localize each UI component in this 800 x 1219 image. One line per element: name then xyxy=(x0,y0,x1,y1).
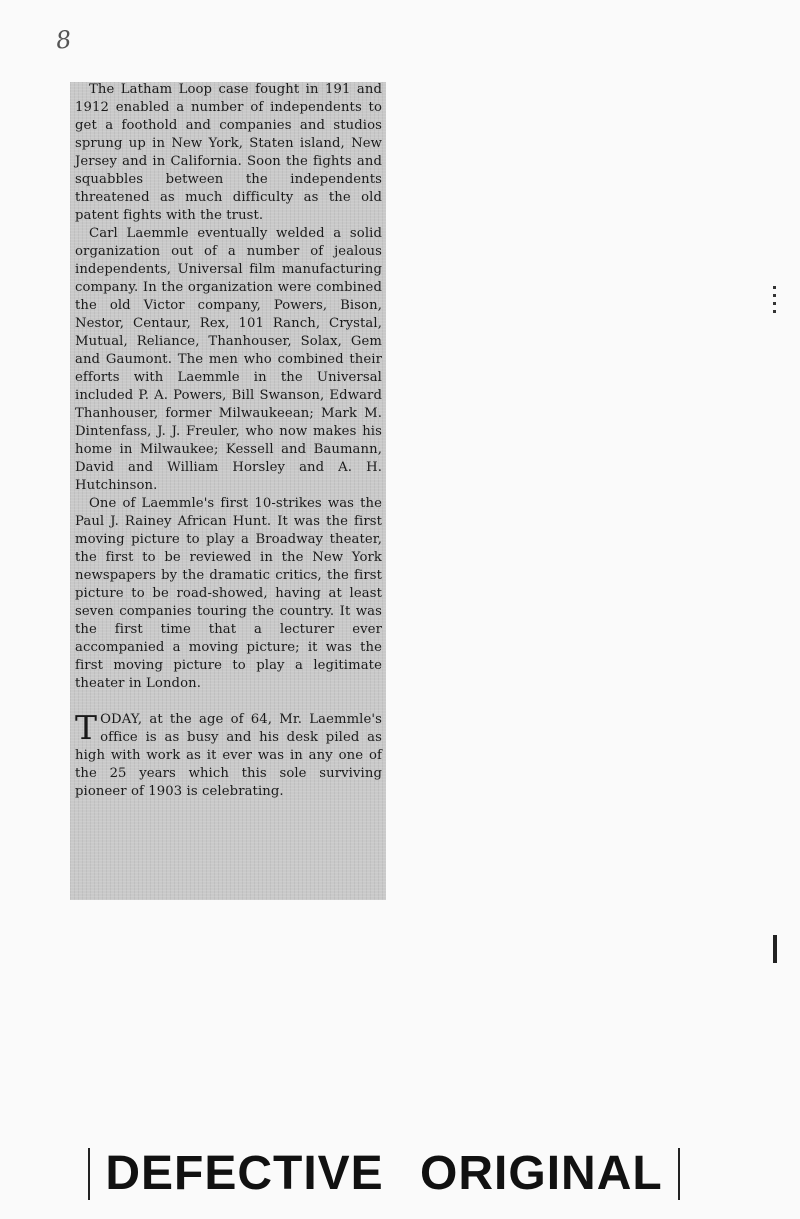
article-paragraph-latham-loop: The Latham Loop case fought in 191 and 1912 enabled a number of independents to get a foothold and companies and studios sprung up in New York, Staten island, New Jersey and in California. Soon the fights and squabbles between the independents threatened as much difficulty as the old patent fights with the trust. xyxy=(75,82,382,223)
newspaper-clipping xyxy=(70,82,386,900)
paragraph-spacer xyxy=(75,693,382,711)
margin-mark-upper xyxy=(773,286,776,314)
margin-mark-lower xyxy=(773,935,777,963)
article-paragraph-today xyxy=(75,708,382,801)
defective-original-stamp xyxy=(88,1148,680,1200)
article-paragraph-rainey-hunt: One of Laemmle's first 10-strikes was the Paul J. Rainey African Hunt. It was the first moving picture to play a Broadway theater, the first to be reviewed in the New York newspapers by the dramatic critics, the first picture to be road-showed, having at least seven companies touring the country. It was the first time that a lecturer ever accompanied a moving picture; it was the first moving picture to play a legitimate theater in London. xyxy=(75,496,382,691)
article-paragraph-laemmle-universal: Carl Laemmle eventually welded a solid organization out of a number of jealous independents, Universal film manufacturing company. In the organization were combined the old Victor company, Powers, Bison, Nestor, Centaur, Rex, 101 Ranch, Crystal, Mutual, Reliance, Thanhouser, Solax, Gem and Gaumont. The men who combined their efforts with Laemmle in the Universal included P. A. Powers, Bill Swanson, Edward Thanhouser, former Milwaukeean; Mark M. Dintenfass, J. J. Freuler, who now makes his home in Milwaukee; Kessell and Baumann, David and William Horsley and A. H. Hutchinson. xyxy=(75,226,382,493)
drop-cap: T xyxy=(75,708,98,747)
defective-original-label: DEFECTIVE ORIGINAL xyxy=(105,1147,663,1200)
page-number: 8 xyxy=(54,25,73,55)
article-final-text: ODAY, at the age of 64, Mr. Laemmle's office is as busy and his desk piled as high with work as it ever was in any one of the 25 years which this sole surviving pioneer of 1903 is celebrating. xyxy=(75,712,382,799)
